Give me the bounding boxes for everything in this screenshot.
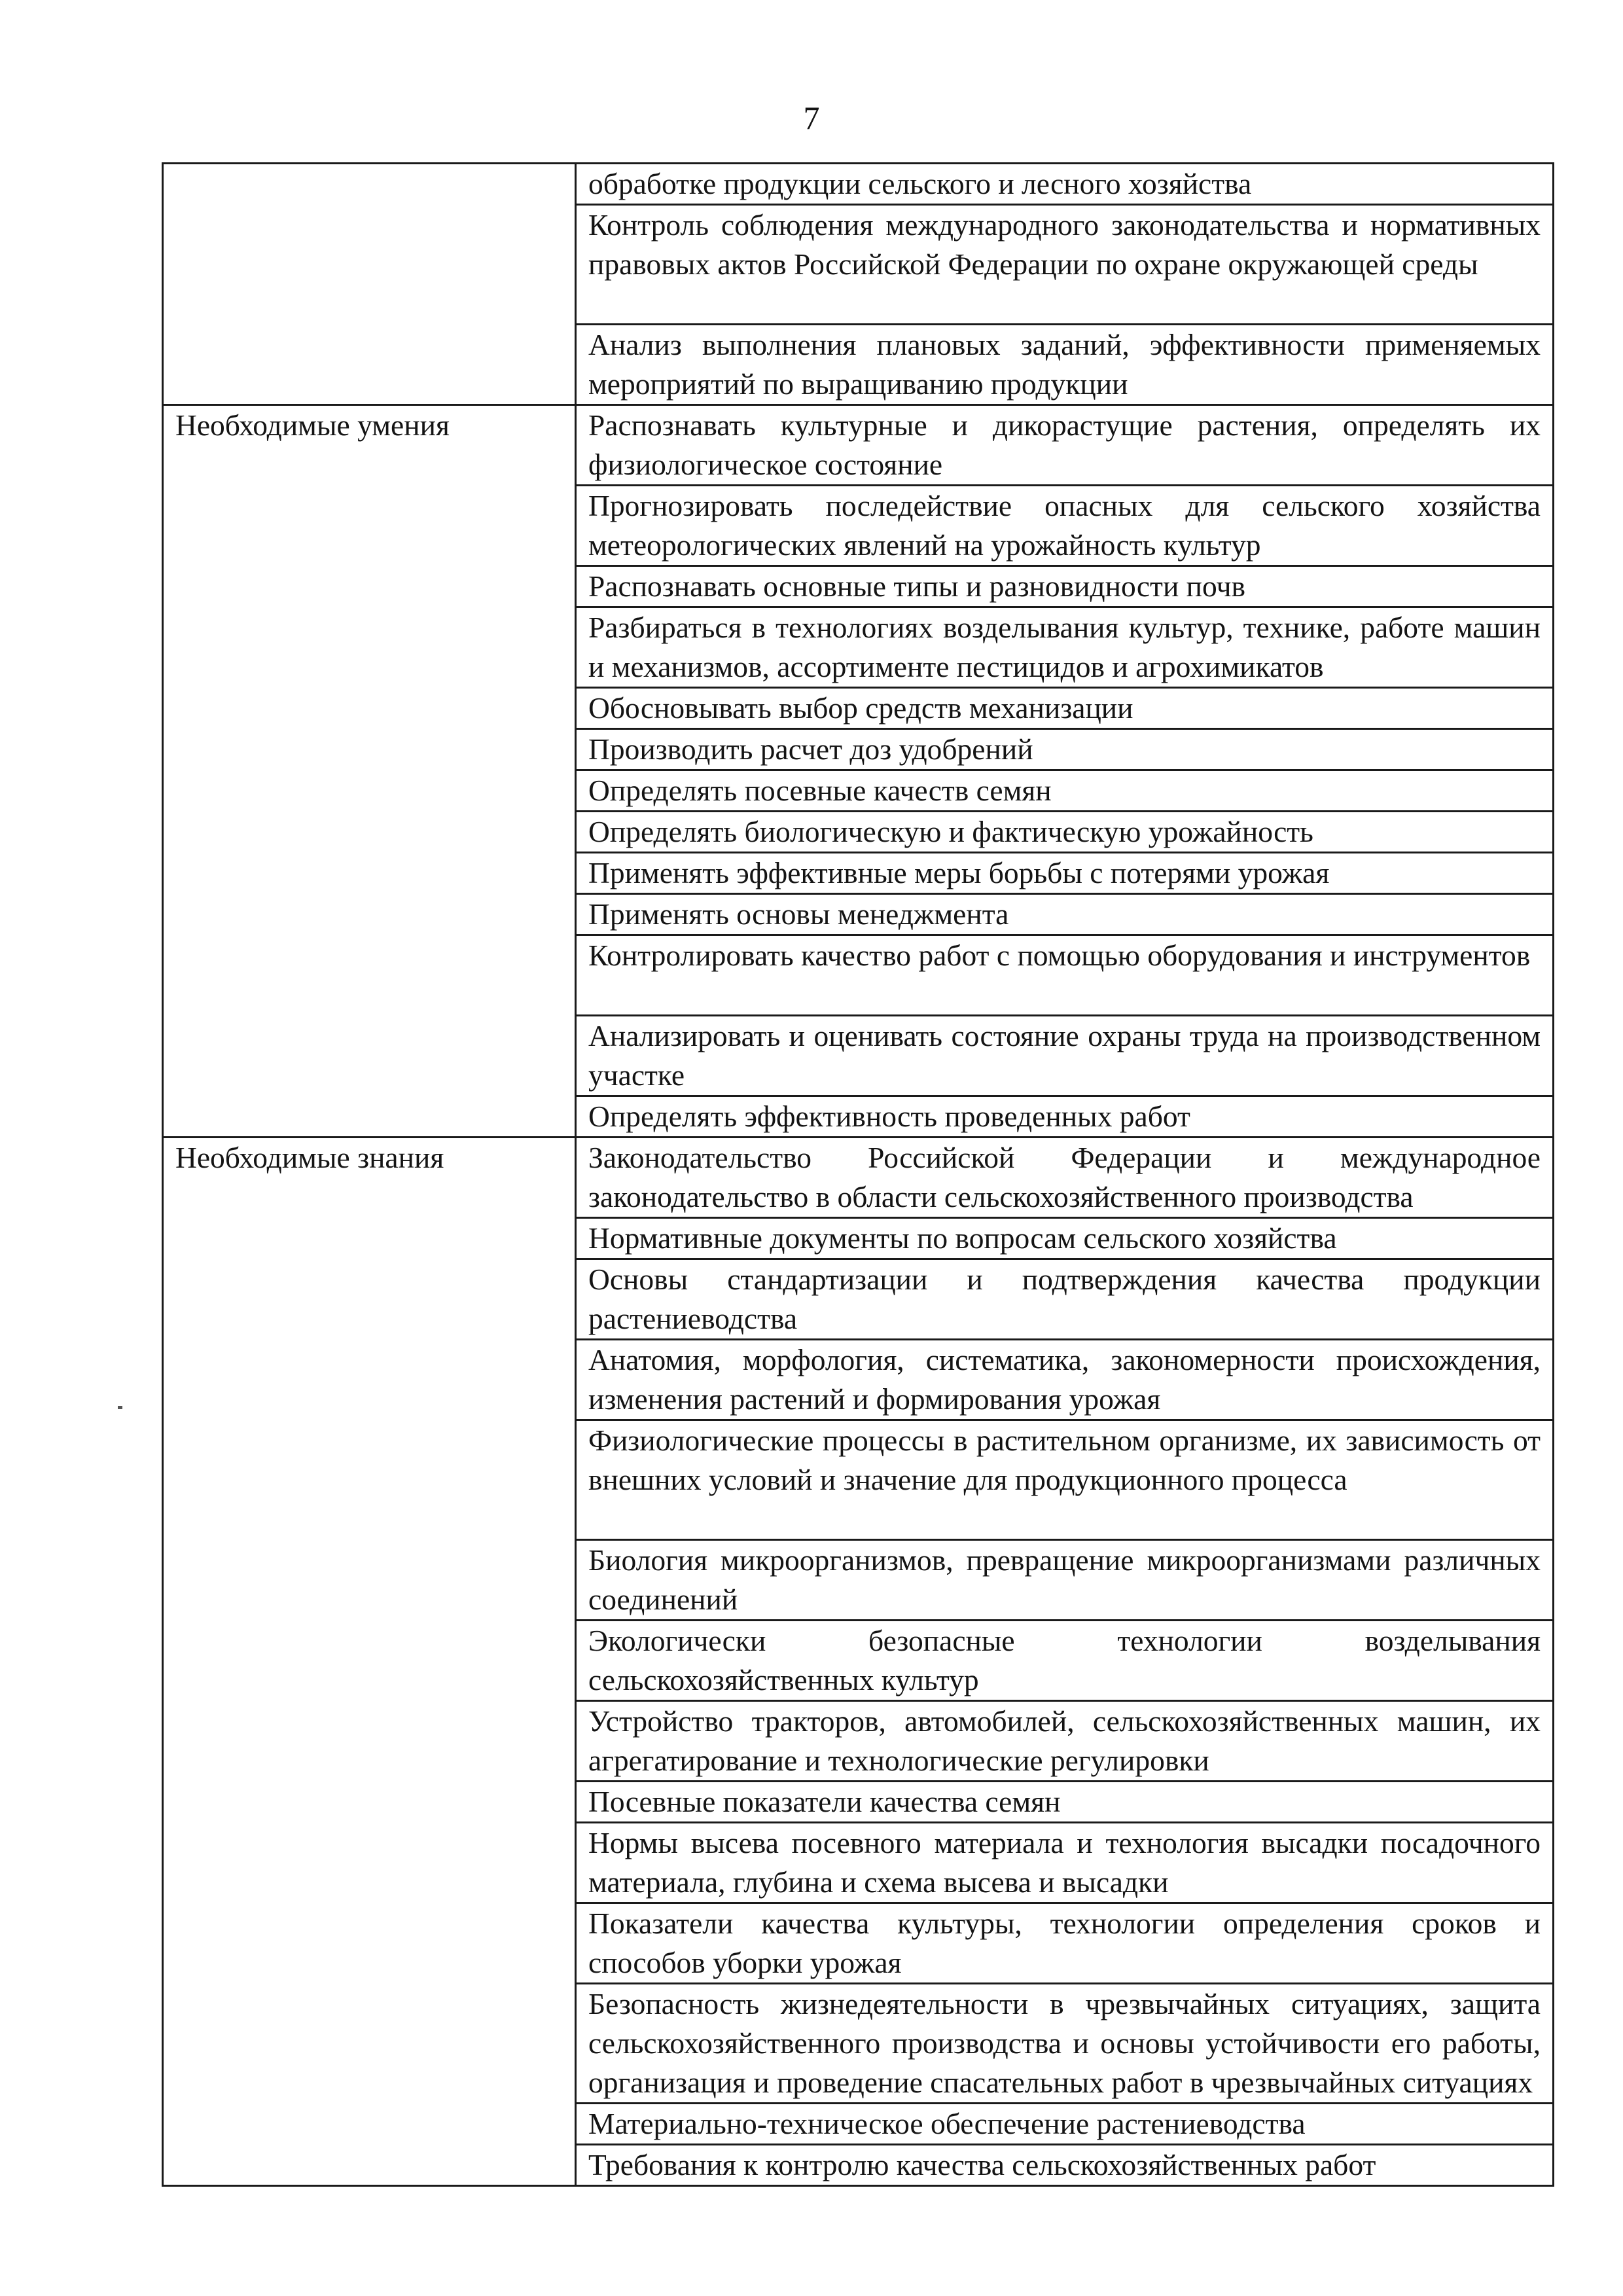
table-cell: Анализ выполнения плановых заданий, эффективности применяемых мероприятий по выращиванию продукции <box>576 325 1554 405</box>
table-cell: Определять эффективность проведенных работ <box>576 1096 1554 1138</box>
table-cell: Основы стандартизации и подтверждения качества продукции растениеводства <box>576 1259 1554 1340</box>
table-cell: Физиологические процессы в растительном организме, их зависимость от внешних условий и значение для продукционного процесса <box>576 1420 1554 1540</box>
table-cell: Разбираться в технологиях возделывания культур, технике, работе машин и механизмов, ассортименте пестицидов и агрохимикатов <box>576 607 1554 688</box>
table-cell: Прогнозировать последействие опасных для сельского хозяйства метеорологических явлений на урожайность культур <box>576 486 1554 566</box>
table-cell: Посевные показатели качества семян <box>576 1782 1554 1823</box>
table-cell: Законодательство Российской Федерации и международное законодательство в области сельскохозяйственного производства <box>576 1138 1554 1218</box>
table-cell: Контроль соблюдения международного законодательства и нормативных правовых актов Российской Федерации по охране окружающей среды <box>576 205 1554 325</box>
scan-artifact-mark <box>118 1406 122 1409</box>
category-cell <box>163 164 576 405</box>
table-cell: Производить расчет доз удобрений <box>576 729 1554 770</box>
table-cell: Обосновывать выбор средств механизации <box>576 688 1554 729</box>
table-cell: Нормативные документы по вопросам сельского хозяйства <box>576 1218 1554 1259</box>
table-cell: Безопасность жизнедеятельности в чрезвычайных ситуациях, защита сельскохозяйственного производства и основы устойчивости его работы, организация и проведение спасательных работ в чрезвычайных ситуациях <box>576 1984 1554 2104</box>
table-cell: Определять посевные качеств семян <box>576 770 1554 812</box>
table-cell: Применять основы менеджмента <box>576 894 1554 935</box>
table-cell: Распознавать основные типы и разновидности почв <box>576 566 1554 607</box>
table-cell: Нормы высева посевного материала и технология высадки посадочного материала, глубина и схема высева и высадки <box>576 1823 1554 1903</box>
table-cell: Показатели качества культуры, технологии определения сроков и способов уборки урожая <box>576 1903 1554 1984</box>
table-row <box>163 405 1554 486</box>
table-cell: Требования к контролю качества сельскохозяйственных работ <box>576 2145 1554 2186</box>
table-cell: Устройство тракторов, автомобилей, сельскохозяйственных машин, их агрегатирование и технологические регулировки <box>576 1701 1554 1782</box>
category-cell-knowledge: Необходимые знания <box>163 1138 576 2186</box>
table-row <box>163 1138 1554 1218</box>
table-cell: Распознавать культурные и дикорастущие растения, определять их физиологическое состояние <box>576 405 1554 486</box>
table-cell: Материально-техническое обеспечение растениеводства <box>576 2104 1554 2145</box>
table-cell: Биология микроорганизмов, превращение микроорганизмами различных соединений <box>576 1540 1554 1621</box>
competency-table <box>162 162 1554 2187</box>
table-cell: Применять эффективные меры борьбы с потерями урожая <box>576 853 1554 894</box>
category-cell-skills: Необходимые умения <box>163 405 576 1138</box>
table-row <box>163 164 1554 205</box>
table-cell: Определять биологическую и фактическую урожайность <box>576 812 1554 853</box>
table-cell: Экологически безопасные технологии возделывания сельскохозяйственных культур <box>576 1621 1554 1701</box>
table-cell: Анатомия, морфология, систематика, закономерности происхождения, изменения растений и формирования урожая <box>576 1340 1554 1420</box>
table-cell: Контролировать качество работ с помощью оборудования и инструментов <box>576 935 1554 1016</box>
table-cell: Анализировать и оценивать состояние охраны труда на производственном участке <box>576 1016 1554 1096</box>
page-number: 7 <box>803 99 820 136</box>
table-cell: обработке продукции сельского и лесного хозяйства <box>576 164 1554 205</box>
